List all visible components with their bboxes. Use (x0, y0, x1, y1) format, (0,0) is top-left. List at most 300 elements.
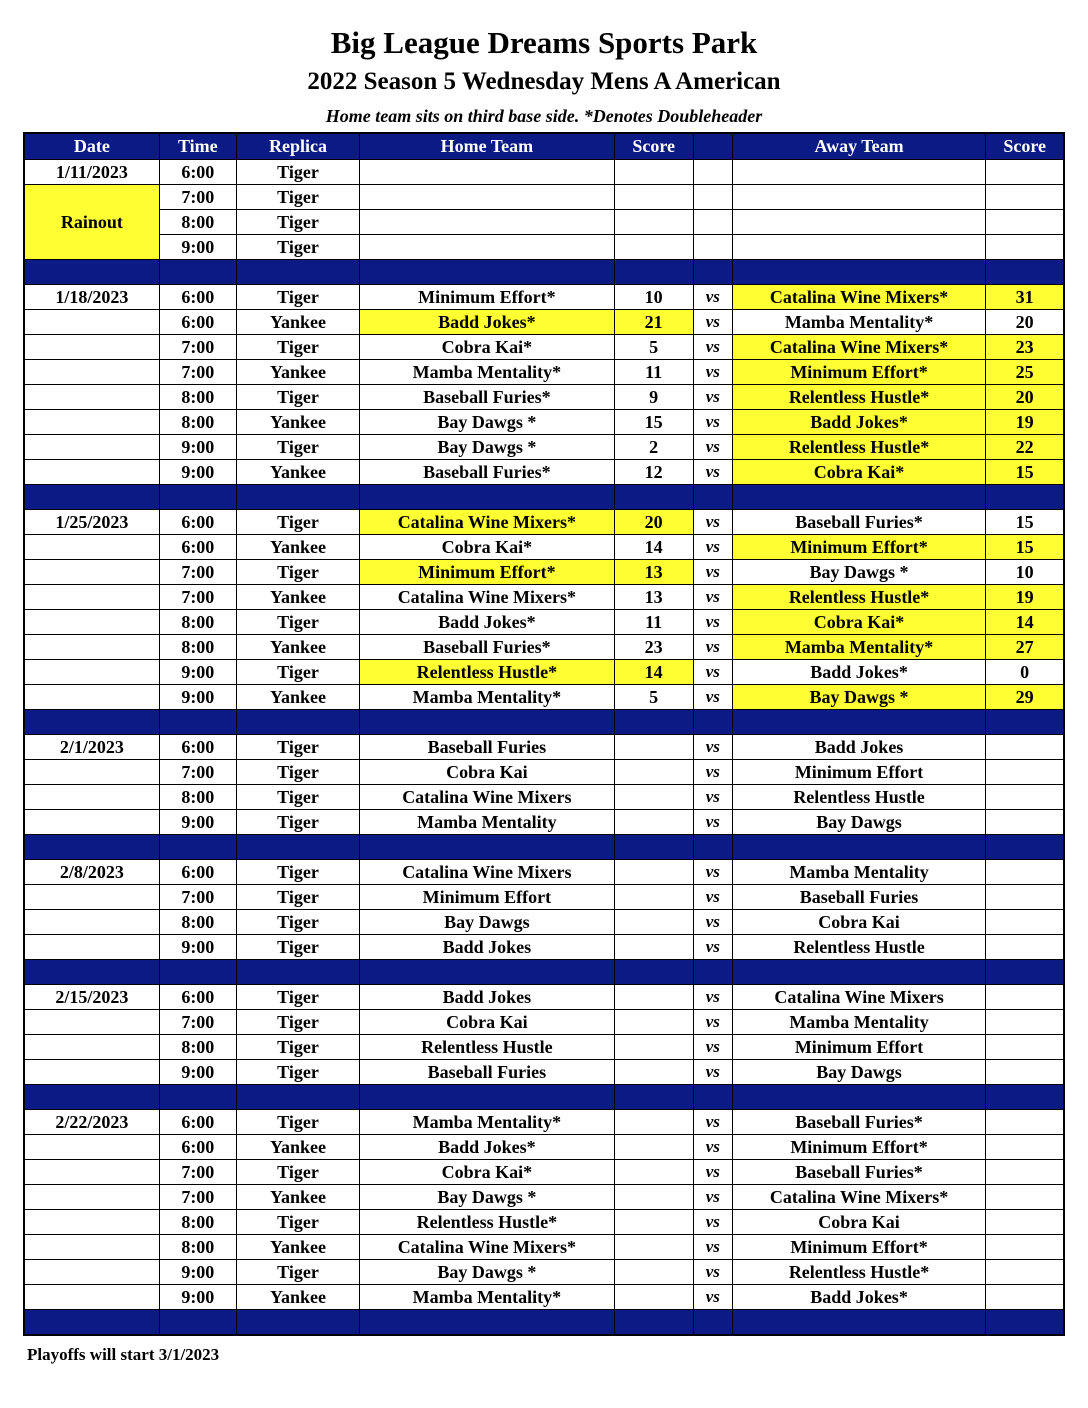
away-score-cell (986, 1185, 1064, 1210)
time-cell: 9:00 (159, 935, 236, 960)
replica-cell: Tiger (236, 910, 359, 935)
table-row (24, 785, 1064, 810)
away-team-cell: Baseball Furies (732, 885, 985, 910)
home-team-cell: Baseball Furies* (360, 385, 614, 410)
date-cell (24, 1135, 159, 1160)
date-cell (24, 535, 159, 560)
home-score-cell: 20 (614, 510, 693, 535)
home-team-cell: Mamba Mentality* (360, 1110, 614, 1135)
date-cell (24, 385, 159, 410)
time-cell: 6:00 (159, 1135, 236, 1160)
home-score-cell (614, 1135, 693, 1160)
col-header-time: Time (159, 133, 236, 160)
time-cell: 9:00 (159, 1260, 236, 1285)
vs-cell: vs (693, 1110, 732, 1135)
home-score-cell (614, 1235, 693, 1260)
vs-cell: vs (693, 1160, 732, 1185)
away-team-cell: Badd Jokes* (732, 660, 985, 685)
separator-cell (159, 710, 236, 735)
home-score-cell: 5 (614, 335, 693, 360)
table-row (24, 1035, 1064, 1060)
week-separator (24, 1310, 1064, 1336)
table-row (24, 660, 1064, 685)
separator-cell (986, 960, 1064, 985)
replica-cell: Tiger (236, 510, 359, 535)
separator-cell (236, 1085, 359, 1110)
time-cell: 6:00 (159, 285, 236, 310)
vs-cell (693, 160, 732, 185)
date-cell (24, 460, 159, 485)
separator-cell (732, 485, 985, 510)
separator-cell (693, 260, 732, 285)
separator-cell (614, 710, 693, 735)
home-score-cell: 12 (614, 460, 693, 485)
away-team-cell: Badd Jokes* (732, 410, 985, 435)
separator-cell (360, 260, 614, 285)
home-score-cell (614, 1010, 693, 1035)
vs-cell: vs (693, 735, 732, 760)
time-cell: 9:00 (159, 685, 236, 710)
vs-cell: vs (693, 1285, 732, 1310)
separator-cell (986, 485, 1064, 510)
away-score-cell (986, 160, 1064, 185)
table-header-row (24, 133, 1064, 160)
table-row (24, 385, 1064, 410)
vs-cell: vs (693, 535, 732, 560)
date-cell (24, 910, 159, 935)
away-team-cell: Bay Dawgs (732, 1060, 985, 1085)
table-row (24, 860, 1064, 885)
separator-cell (24, 1310, 159, 1336)
home-team-cell: Bay Dawgs * (360, 435, 614, 460)
replica-cell: Tiger (236, 435, 359, 460)
time-cell: 9:00 (159, 435, 236, 460)
home-score-cell (614, 210, 693, 235)
col-header-date: Date (24, 133, 159, 160)
table-row (24, 760, 1064, 785)
separator-cell (986, 835, 1064, 860)
away-score-cell: 15 (986, 535, 1064, 560)
vs-cell: vs (693, 460, 732, 485)
table-row (24, 410, 1064, 435)
separator-cell (159, 960, 236, 985)
time-cell: 7:00 (159, 335, 236, 360)
away-team-cell: Bay Dawgs (732, 810, 985, 835)
away-score-cell: 0 (986, 660, 1064, 685)
time-cell: 8:00 (159, 210, 236, 235)
time-cell: 7:00 (159, 1185, 236, 1210)
away-team-cell: Cobra Kai (732, 1210, 985, 1235)
away-score-cell (986, 1060, 1064, 1085)
replica-cell: Yankee (236, 1135, 359, 1160)
vs-cell (693, 185, 732, 210)
time-cell: 8:00 (159, 785, 236, 810)
date-cell (24, 610, 159, 635)
away-score-cell (986, 860, 1064, 885)
time-cell: 7:00 (159, 185, 236, 210)
away-score-cell (986, 1010, 1064, 1035)
vs-cell: vs (693, 860, 732, 885)
date-cell (24, 1260, 159, 1285)
date-cell (24, 1285, 159, 1310)
separator-cell (24, 485, 159, 510)
time-cell: 6:00 (159, 735, 236, 760)
table-row (24, 535, 1064, 560)
table-row (24, 460, 1064, 485)
replica-cell: Tiger (236, 660, 359, 685)
separator-cell (732, 960, 985, 985)
away-score-cell (986, 185, 1064, 210)
date-cell (24, 1160, 159, 1185)
away-team-cell: Catalina Wine Mixers* (732, 1185, 985, 1210)
separator-cell (693, 485, 732, 510)
away-team-cell (732, 235, 985, 260)
vs-cell: vs (693, 660, 732, 685)
home-team-cell: Catalina Wine Mixers* (360, 585, 614, 610)
home-team-cell: Badd Jokes* (360, 610, 614, 635)
separator-cell (236, 485, 359, 510)
away-team-cell: Minimum Effort (732, 1035, 985, 1060)
home-score-cell: 13 (614, 585, 693, 610)
vs-cell: vs (693, 285, 732, 310)
table-row (24, 635, 1064, 660)
separator-cell (614, 1085, 693, 1110)
home-team-cell: Relentless Hustle* (360, 1210, 614, 1235)
date-cell: 2/1/2023 (24, 735, 159, 760)
away-score-cell: 20 (986, 310, 1064, 335)
replica-cell: Tiger (236, 385, 359, 410)
vs-cell: vs (693, 310, 732, 335)
away-score-cell: 15 (986, 460, 1064, 485)
home-score-cell (614, 785, 693, 810)
time-cell: 9:00 (159, 810, 236, 835)
home-team-cell: Cobra Kai (360, 1010, 614, 1035)
page-title: Big League Dreams Sports Park (330, 25, 758, 60)
table-row (24, 1110, 1064, 1135)
separator-cell (614, 960, 693, 985)
separator-cell (236, 710, 359, 735)
home-score-cell (614, 1110, 693, 1135)
away-score-cell (986, 810, 1064, 835)
table-row (24, 435, 1064, 460)
replica-cell: Tiger (236, 235, 359, 260)
schedule-body (24, 160, 1064, 1336)
vs-cell: vs (693, 885, 732, 910)
away-score-cell (986, 1160, 1064, 1185)
vs-cell: vs (693, 785, 732, 810)
week-separator (24, 710, 1064, 735)
away-team-cell: Minimum Effort (732, 760, 985, 785)
home-team-cell: Cobra Kai* (360, 1160, 614, 1185)
time-cell: 7:00 (159, 885, 236, 910)
separator-cell (159, 1310, 236, 1336)
schedule-note: Home team sits on third base side. *Denotes Doubleheader (325, 106, 763, 126)
home-score-cell (614, 1210, 693, 1235)
separator-cell (614, 260, 693, 285)
time-cell: 7:00 (159, 560, 236, 585)
away-score-cell: 20 (986, 385, 1064, 410)
date-cell (24, 1010, 159, 1035)
away-team-cell: Cobra Kai* (732, 460, 985, 485)
vs-cell: vs (693, 685, 732, 710)
separator-cell (693, 1310, 732, 1336)
separator-cell (24, 260, 159, 285)
home-team-cell: Baseball Furies (360, 735, 614, 760)
home-team-cell: Cobra Kai (360, 760, 614, 785)
time-cell: 7:00 (159, 360, 236, 385)
col-header-replica: Replica (236, 133, 359, 160)
date-cell (24, 1235, 159, 1260)
home-score-cell (614, 1160, 693, 1185)
away-score-cell (986, 1110, 1064, 1135)
table-row (24, 285, 1064, 310)
away-score-cell (986, 935, 1064, 960)
table-row (24, 1185, 1064, 1210)
separator-cell (24, 1085, 159, 1110)
away-team-cell: Mamba Mentality (732, 1010, 985, 1035)
away-team-cell: Bay Dawgs * (732, 685, 985, 710)
replica-cell: Tiger (236, 860, 359, 885)
table-row (24, 160, 1064, 185)
vs-cell: vs (693, 760, 732, 785)
away-team-cell (732, 185, 985, 210)
vs-cell: vs (693, 635, 732, 660)
replica-cell: Yankee (236, 1235, 359, 1260)
home-team-cell: Relentless Hustle (360, 1035, 614, 1060)
vs-cell: vs (693, 1235, 732, 1260)
vs-cell: vs (693, 585, 732, 610)
away-score-cell: 25 (986, 360, 1064, 385)
table-row (24, 885, 1064, 910)
time-cell: 8:00 (159, 610, 236, 635)
away-team-cell: Minimum Effort* (732, 1135, 985, 1160)
home-score-cell (614, 160, 693, 185)
replica-cell: Tiger (236, 1060, 359, 1085)
home-team-cell: Bay Dawgs * (360, 410, 614, 435)
replica-cell: Yankee (236, 1185, 359, 1210)
away-team-cell: Mamba Mentality* (732, 635, 985, 660)
away-team-cell: Badd Jokes* (732, 1285, 985, 1310)
replica-cell: Yankee (236, 410, 359, 435)
home-team-cell: Mamba Mentality* (360, 1285, 614, 1310)
home-team-cell: Badd Jokes* (360, 310, 614, 335)
replica-cell: Tiger (236, 560, 359, 585)
home-team-cell: Bay Dawgs * (360, 1260, 614, 1285)
replica-cell: Tiger (236, 1210, 359, 1235)
away-team-cell: Bay Dawgs * (732, 560, 985, 585)
vs-cell: vs (693, 1260, 732, 1285)
date-cell (24, 1210, 159, 1235)
time-cell: 8:00 (159, 410, 236, 435)
away-team-cell: Mamba Mentality* (732, 310, 985, 335)
away-score-cell: 14 (986, 610, 1064, 635)
home-team-cell (360, 210, 614, 235)
vs-cell: vs (693, 985, 732, 1010)
away-team-cell: Baseball Furies* (732, 510, 985, 535)
separator-cell (693, 835, 732, 860)
page-subtitle: 2022 Season 5 Wednesday Mens A American (307, 68, 781, 95)
separator-cell (614, 835, 693, 860)
table-row (24, 935, 1064, 960)
time-cell: 8:00 (159, 1210, 236, 1235)
time-cell: 8:00 (159, 1235, 236, 1260)
table-row (24, 310, 1064, 335)
table-row (24, 810, 1064, 835)
away-team-cell: Cobra Kai (732, 910, 985, 935)
date-cell (24, 1035, 159, 1060)
vs-cell: vs (693, 610, 732, 635)
date-cell (24, 1185, 159, 1210)
time-cell: 6:00 (159, 860, 236, 885)
schedule-table (23, 132, 1065, 1336)
separator-cell (236, 835, 359, 860)
away-score-cell: 23 (986, 335, 1064, 360)
away-team-cell (732, 160, 985, 185)
away-score-cell: 10 (986, 560, 1064, 585)
away-team-cell: Relentless Hustle* (732, 1260, 985, 1285)
home-score-cell (614, 760, 693, 785)
date-cell (24, 935, 159, 960)
home-score-cell (614, 1285, 693, 1310)
home-score-cell (614, 860, 693, 885)
vs-cell (693, 235, 732, 260)
vs-cell: vs (693, 385, 732, 410)
away-score-cell (986, 760, 1064, 785)
away-team-cell: Relentless Hustle* (732, 385, 985, 410)
vs-cell: vs (693, 335, 732, 360)
home-score-cell (614, 935, 693, 960)
time-cell: 7:00 (159, 1010, 236, 1035)
replica-cell: Tiger (236, 285, 359, 310)
home-team-cell: Mamba Mentality* (360, 685, 614, 710)
replica-cell: Yankee (236, 460, 359, 485)
home-score-cell (614, 1260, 693, 1285)
time-cell: 9:00 (159, 1285, 236, 1310)
home-team-cell: Catalina Wine Mixers (360, 860, 614, 885)
home-score-cell (614, 985, 693, 1010)
home-team-cell: Catalina Wine Mixers* (360, 1235, 614, 1260)
week-separator (24, 1085, 1064, 1110)
separator-cell (732, 710, 985, 735)
away-team-cell: Catalina Wine Mixers (732, 985, 985, 1010)
vs-cell: vs (693, 435, 732, 460)
away-team-cell: Catalina Wine Mixers* (732, 335, 985, 360)
away-score-cell: 19 (986, 585, 1064, 610)
away-team-cell: Baseball Furies* (732, 1160, 985, 1185)
rainout-badge: Rainout (24, 185, 159, 260)
away-score-cell (986, 885, 1064, 910)
playoffs-note: Playoffs will start 3/1/2023 (27, 1345, 220, 1364)
away-team-cell: Baseball Furies* (732, 1110, 985, 1135)
home-score-cell (614, 735, 693, 760)
replica-cell: Tiger (236, 1160, 359, 1185)
away-team-cell (732, 210, 985, 235)
away-score-cell: 27 (986, 635, 1064, 660)
replica-cell: Tiger (236, 610, 359, 635)
replica-cell: Tiger (236, 885, 359, 910)
away-score-cell (986, 1285, 1064, 1310)
away-score-cell: 15 (986, 510, 1064, 535)
table-row (24, 185, 1064, 210)
home-team-cell: Baseball Furies* (360, 635, 614, 660)
home-score-cell: 10 (614, 285, 693, 310)
separator-cell (236, 260, 359, 285)
vs-cell: vs (693, 360, 732, 385)
separator-cell (986, 1310, 1064, 1336)
vs-cell: vs (693, 910, 732, 935)
week-separator (24, 960, 1064, 985)
time-cell: 8:00 (159, 910, 236, 935)
vs-cell: vs (693, 1010, 732, 1035)
col-header-home-team: Home Team (360, 133, 614, 160)
date-cell (24, 310, 159, 335)
table-row (24, 210, 1064, 235)
col-header-away-score: Score (986, 133, 1064, 160)
away-score-cell (986, 1235, 1064, 1260)
vs-cell: vs (693, 935, 732, 960)
table-row (24, 1210, 1064, 1235)
week-separator (24, 485, 1064, 510)
time-cell: 6:00 (159, 1110, 236, 1135)
home-score-cell: 23 (614, 635, 693, 660)
table-row (24, 910, 1064, 935)
time-cell: 9:00 (159, 660, 236, 685)
home-team-cell: Relentless Hustle* (360, 660, 614, 685)
replica-cell: Yankee (236, 310, 359, 335)
separator-cell (693, 1085, 732, 1110)
away-score-cell (986, 735, 1064, 760)
replica-cell: Tiger (236, 1260, 359, 1285)
home-score-cell (614, 1035, 693, 1060)
separator-cell (614, 1310, 693, 1336)
away-team-cell: Minimum Effort* (732, 1235, 985, 1260)
table-row (24, 1135, 1064, 1160)
away-score-cell (986, 985, 1064, 1010)
separator-cell (24, 835, 159, 860)
table-row (24, 1010, 1064, 1035)
replica-cell: Tiger (236, 1110, 359, 1135)
table-row (24, 1235, 1064, 1260)
time-cell: 7:00 (159, 585, 236, 610)
away-team-cell: Relentless Hustle (732, 785, 985, 810)
date-cell (24, 435, 159, 460)
away-score-cell (986, 1260, 1064, 1285)
date-cell: 2/15/2023 (24, 985, 159, 1010)
separator-cell (732, 1310, 985, 1336)
separator-cell (159, 835, 236, 860)
home-team-cell: Baseball Furies (360, 1060, 614, 1085)
separator-cell (732, 1085, 985, 1110)
home-team-cell: Catalina Wine Mixers* (360, 510, 614, 535)
away-score-cell (986, 1035, 1064, 1060)
home-score-cell (614, 235, 693, 260)
date-cell (24, 560, 159, 585)
time-cell: 6:00 (159, 160, 236, 185)
vs-cell: vs (693, 1135, 732, 1160)
vs-cell (693, 210, 732, 235)
away-score-cell: 19 (986, 410, 1064, 435)
vs-cell: vs (693, 560, 732, 585)
home-team-cell: Bay Dawgs * (360, 1185, 614, 1210)
away-score-cell: 22 (986, 435, 1064, 460)
date-cell (24, 885, 159, 910)
home-score-cell: 9 (614, 385, 693, 410)
replica-cell: Yankee (236, 535, 359, 560)
replica-cell: Tiger (236, 160, 359, 185)
date-cell: 2/22/2023 (24, 1110, 159, 1135)
date-cell (24, 585, 159, 610)
away-team-cell: Minimum Effort* (732, 360, 985, 385)
